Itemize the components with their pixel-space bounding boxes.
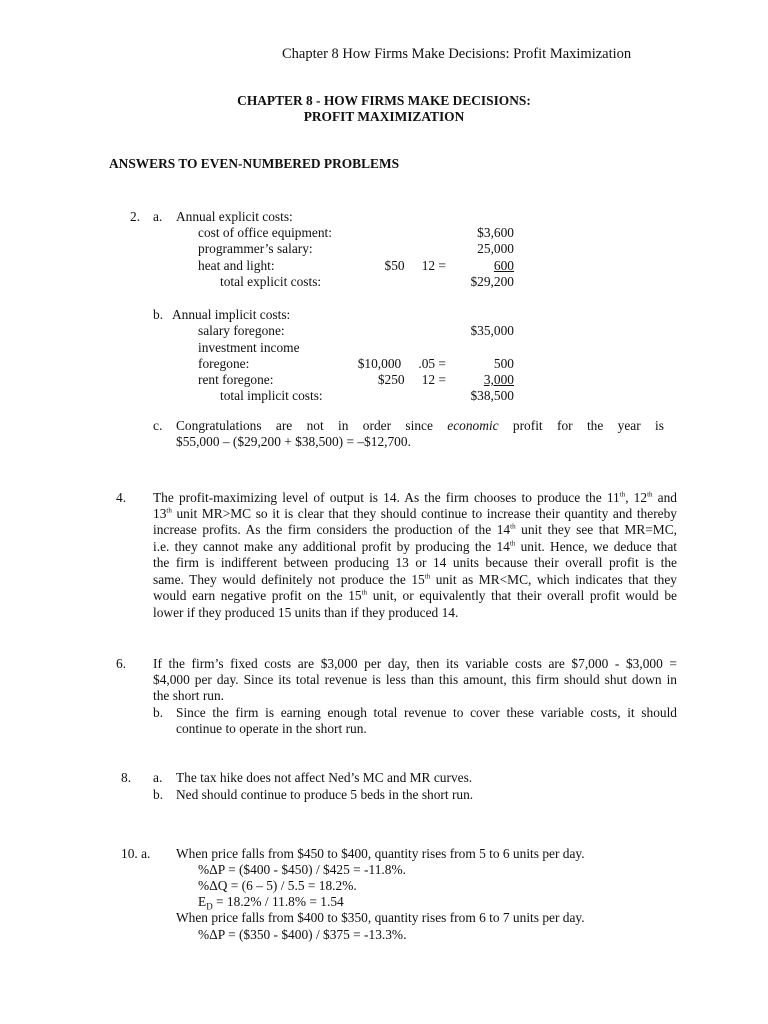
- part-title: Annual explicit costs:: [176, 209, 293, 224]
- part-label: c.: [153, 418, 163, 433]
- problem-number: 10. a.: [121, 846, 151, 861]
- running-header: Chapter 8 How Firms Make Decisions: Profit Maximization: [282, 46, 632, 62]
- cost-label: investment income: [198, 340, 300, 355]
- cost-value: 3,000: [483, 372, 514, 387]
- paragraph-line: Ned should continue to produce 5 beds in the short run.: [176, 787, 474, 802]
- formula-line: %ΔQ = (6 – 5) / 5.5 = 18.2%.: [198, 878, 357, 893]
- cost-label: foregone:: [198, 356, 250, 371]
- cost-value: 25,000: [477, 241, 514, 256]
- cost-label: rent foregone:: [198, 372, 274, 387]
- part-label: b.: [153, 787, 164, 802]
- cost-label: programmer’s salary:: [198, 241, 313, 256]
- cost-calc: $10,000   .05 =: [357, 356, 446, 371]
- formula-line: %ΔP = ($400 - $450) / $425 = -11.8%.: [198, 862, 406, 877]
- total-label: total explicit costs:: [220, 274, 322, 289]
- cost-label: heat and light:: [198, 258, 275, 273]
- total-label: total implicit costs:: [220, 388, 323, 403]
- paragraph-line: When price falls from $450 to $400, quantity rises from 5 to 6 units per day.: [176, 846, 585, 861]
- problem-number: 4.: [116, 490, 127, 505]
- chapter-title-line1: CHAPTER 8 - HOW FIRMS MAKE DECISIONS:: [237, 93, 531, 108]
- formula-line: $E_D = 18.2\% / 11.8\% = 1.54$: [198, 894, 344, 912]
- paragraph-line: lower if they produced 15 units than if they produced 14.: [153, 605, 459, 620]
- section-heading: ANSWERS TO EVEN-NUMBERED PROBLEMS: [109, 156, 400, 171]
- cost-calc: $250   12 =: [377, 372, 446, 387]
- paragraph-line: the short run.: [153, 688, 225, 703]
- paragraph-line: The profit-maximizing level of output is 14. As the firm chooses to produce the 11th, 12th and: [153, 490, 677, 505]
- cost-label: cost of office equipment:: [198, 225, 332, 240]
- paragraph-line: The tax hike does not affect Ned’s MC and MR curves.: [176, 770, 473, 785]
- problem-number: 2.: [130, 209, 141, 224]
- part-label: a.: [153, 770, 163, 785]
- paragraph-line: When price falls from $400 to $350, quantity rises from 6 to 7 units per day.: [176, 910, 585, 925]
- paragraph-line: If the firm’s fixed costs are $3,000 per day, then its variable costs are $7,000 - $3,000 =: [153, 656, 677, 671]
- chapter-title-line2: PROFIT MAXIMIZATION: [303, 109, 465, 124]
- paragraph-line: $4,000 per day. Since its total revenue is less than this amount, this firm should shut down in: [153, 672, 677, 687]
- part-label: b.: [153, 307, 164, 322]
- part-c-line1: Congratulations are not in order since economic profit for the year is: [176, 418, 664, 433]
- part-c-line2: $55,000 – ($29,200 + $38,500) = –$12,700.: [176, 434, 411, 449]
- cost-calc: $50   12 =: [384, 258, 446, 273]
- paragraph-line: same. They would definitely not produce the 15th unit as MR<MC, which indicates that they: [153, 572, 677, 587]
- cost-value: $35,000: [470, 323, 514, 338]
- part-title: Annual implicit costs:: [172, 307, 291, 322]
- cost-value: 500: [493, 356, 514, 371]
- cost-value: $3,600: [477, 225, 514, 240]
- cost-value: 600: [493, 258, 514, 273]
- paragraph-line: the firm is indifferent between producing 13 or 14 units because their overall profit is the: [153, 555, 677, 570]
- paragraph-line: would earn negative profit on the 15th unit, or equivalently that their overall profit would be: [153, 588, 677, 603]
- problem-number: 8.: [121, 770, 132, 785]
- formula-line: %ΔP = ($350 - $400) / $375 = -13.3%.: [198, 927, 407, 942]
- total-value: $38,500: [470, 388, 514, 403]
- paragraph-line: 13th unit MR>MC so it is clear that they should continue to increase their quantity and thereby: [153, 506, 677, 521]
- paragraph-line: continue to operate in the short run.: [176, 721, 367, 736]
- paragraph-line: i.e. they cannot make any additional profit by producing the 14th unit. Hence, we deduce that: [153, 539, 677, 554]
- problem-number: 6.: [116, 656, 127, 671]
- cost-label: salary foregone:: [198, 323, 285, 338]
- paragraph-line: Since the firm is earning enough total revenue to cover these variable costs, it should: [176, 705, 677, 720]
- paragraph-line: increase profits. As the firm considers the production of the 14th unit they see that MR=MC,: [153, 522, 677, 537]
- total-value: $29,200: [470, 274, 514, 289]
- part-label: b.: [153, 705, 164, 720]
- part-label: a.: [153, 209, 163, 224]
